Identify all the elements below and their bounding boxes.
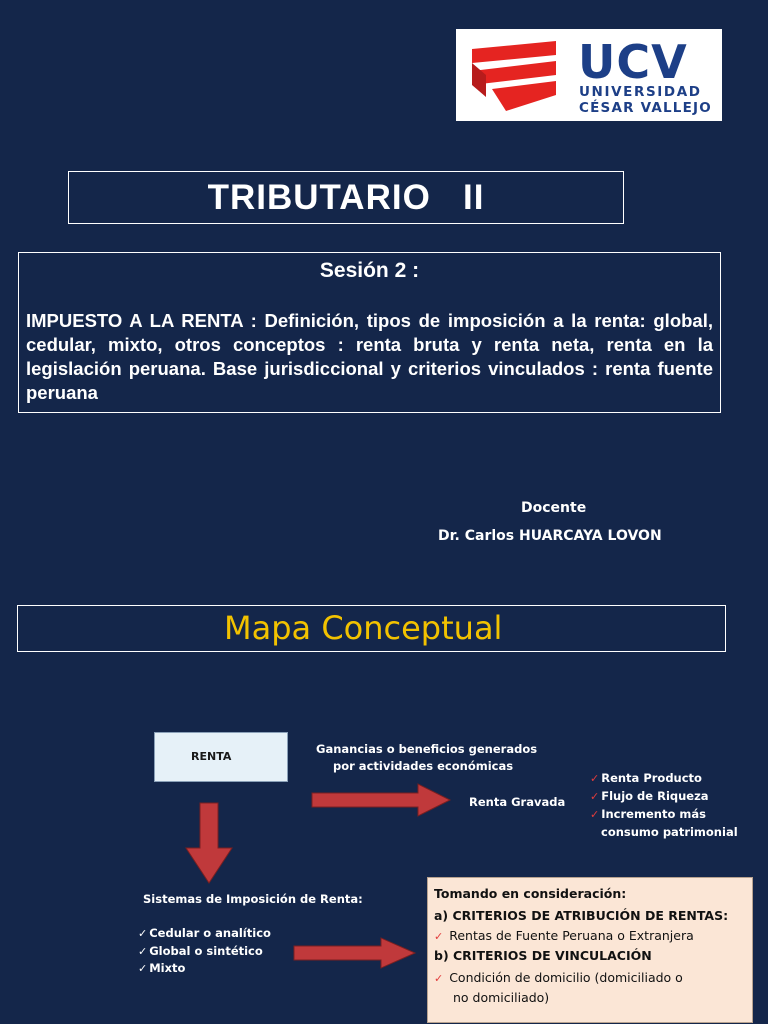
arrow-down-icon (186, 803, 232, 883)
sistema-global-label: Global o sintético (149, 944, 263, 958)
check-icon: ✓ (590, 772, 600, 785)
check-icon: ✓ (434, 930, 444, 943)
renta-item-producto-label: Renta Producto (601, 771, 702, 785)
session-heading: Sesión 2 : (319, 259, 420, 282)
logo-wordmark: UCV (578, 35, 688, 89)
sistema-mixto-label: Mixto (149, 961, 186, 975)
sistemas-title: Sistemas de Imposición de Renta: (143, 892, 363, 906)
check-icon: ✓ (138, 927, 148, 940)
criterion-a-item-label: Rentas de Fuente Peruana o Extranjera (449, 928, 694, 943)
renta-node (154, 732, 288, 782)
renta-item-incremento (590, 806, 706, 823)
renta-item-producto (590, 770, 702, 787)
arrow-right-bottom-icon (294, 938, 415, 968)
renta-item-incremento-cont: consumo patrimonial (601, 825, 738, 839)
sistema-mixto (138, 960, 185, 977)
course-title: TRIBUTARIO II (207, 178, 485, 217)
check-icon: ✓ (590, 808, 600, 821)
check-icon: ✓ (138, 945, 148, 958)
session-description: IMPUESTO A LA RENTA : Definición, tipos de imposición a la renta: global, cedular, mixto, otros conceptos : renta bruta y renta neta, renta en la legislación peruana. Base jurisdiccional y criterios vinculados : renta fuente peruana (26, 310, 713, 403)
ganancias-line-2: por actividades económicas (333, 759, 514, 773)
ganancias-line-1: Ganancias o beneficios generados (316, 742, 538, 756)
renta-item-incremento-label: Incremento más (601, 807, 706, 821)
renta-gravada-label: Renta Gravada (469, 795, 566, 809)
criterion-b-item-cont: no domiciliado) (453, 990, 550, 1005)
logo-subtitle-2: CÉSAR VALLEJO (579, 100, 712, 116)
sistema-cedular-label: Cedular o analítico (149, 926, 271, 940)
renta-item-flujo (590, 788, 709, 805)
criterion-b-item (434, 969, 683, 988)
teacher-name: Dr. Carlos HUARCAYA LOVON (438, 528, 662, 544)
sistema-global (138, 943, 263, 960)
renta-item-flujo-label: Flujo de Riqueza (601, 789, 709, 803)
consideration-heading: Tomando en consideración: (434, 886, 627, 901)
criterion-a-heading: a) CRITERIOS DE ATRIBUCIÓN DE RENTAS: (434, 908, 729, 923)
concept-map-title: Mapa Conceptual (224, 609, 503, 647)
check-icon: ✓ (434, 972, 444, 985)
renta-label: RENTA (191, 750, 232, 763)
teacher-label: Docente (521, 500, 587, 516)
logo-subtitle-1: UNIVERSIDAD (579, 84, 702, 100)
consideration-box (427, 877, 753, 1023)
check-icon: ✓ (138, 962, 148, 975)
criterion-b-heading: b) CRITERIOS DE VINCULACIÓN (434, 948, 652, 963)
sistema-cedular (138, 925, 271, 942)
arrow-right-top-icon (312, 784, 450, 816)
check-icon: ✓ (590, 790, 600, 803)
criterion-a-item (434, 927, 694, 946)
criterion-b-item-label: Condición de domicilio (domiciliado o (449, 970, 683, 985)
